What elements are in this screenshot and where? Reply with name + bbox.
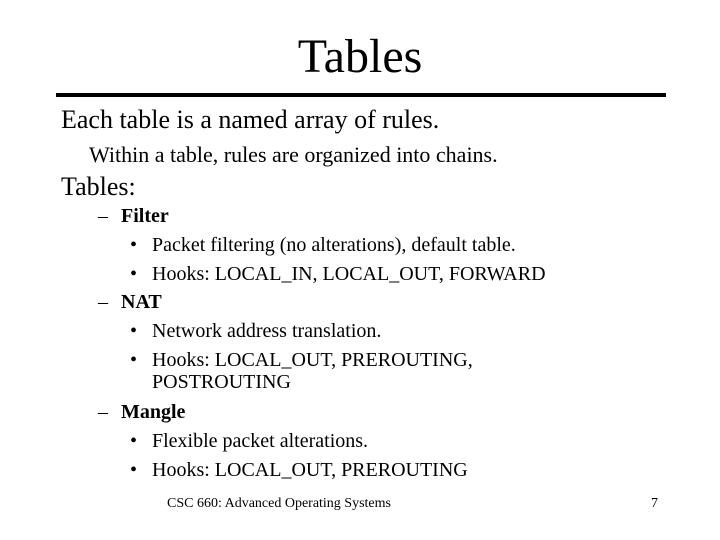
intro-line: Each table is a named array of rules. xyxy=(61,105,440,134)
tables-heading: Tables: xyxy=(61,172,136,201)
mangle-item-2: Hooks: LOCAL_OUT, PREROUTING xyxy=(152,459,468,481)
dash-marker: – xyxy=(98,291,108,313)
mangle-heading: Mangle xyxy=(121,401,186,423)
title-divider xyxy=(56,93,666,97)
filter-item-2: Hooks: LOCAL_IN, LOCAL_OUT, FORWARD xyxy=(152,263,546,285)
nat-item-2-continuation: POSTROUTING xyxy=(152,371,291,393)
sub-line: Within a table, rules are organized into chains. xyxy=(89,142,498,167)
nat-item-1: Network address translation. xyxy=(152,320,382,342)
bullet-marker: • xyxy=(130,459,138,481)
dash-marker: – xyxy=(98,205,108,227)
nat-item-2: Hooks: LOCAL_OUT, PREROUTING, xyxy=(152,349,473,371)
nat-heading: NAT xyxy=(121,291,162,313)
bullet-marker: • xyxy=(130,263,138,285)
mangle-item-1: Flexible packet alterations. xyxy=(152,430,369,452)
slide-title: Tables xyxy=(297,30,423,83)
bullet-marker: • xyxy=(130,234,138,256)
footer-course: CSC 660: Advanced Operating Systems xyxy=(167,496,391,511)
dash-marker: – xyxy=(98,401,108,423)
bullet-marker: • xyxy=(130,320,138,342)
bullet-marker: • xyxy=(130,430,138,452)
footer-page-number: 7 xyxy=(651,496,658,511)
bullet-marker: • xyxy=(130,349,138,371)
filter-item-1: Packet filtering (no alterations), default table. xyxy=(152,234,516,256)
filter-heading: Filter xyxy=(121,205,169,227)
